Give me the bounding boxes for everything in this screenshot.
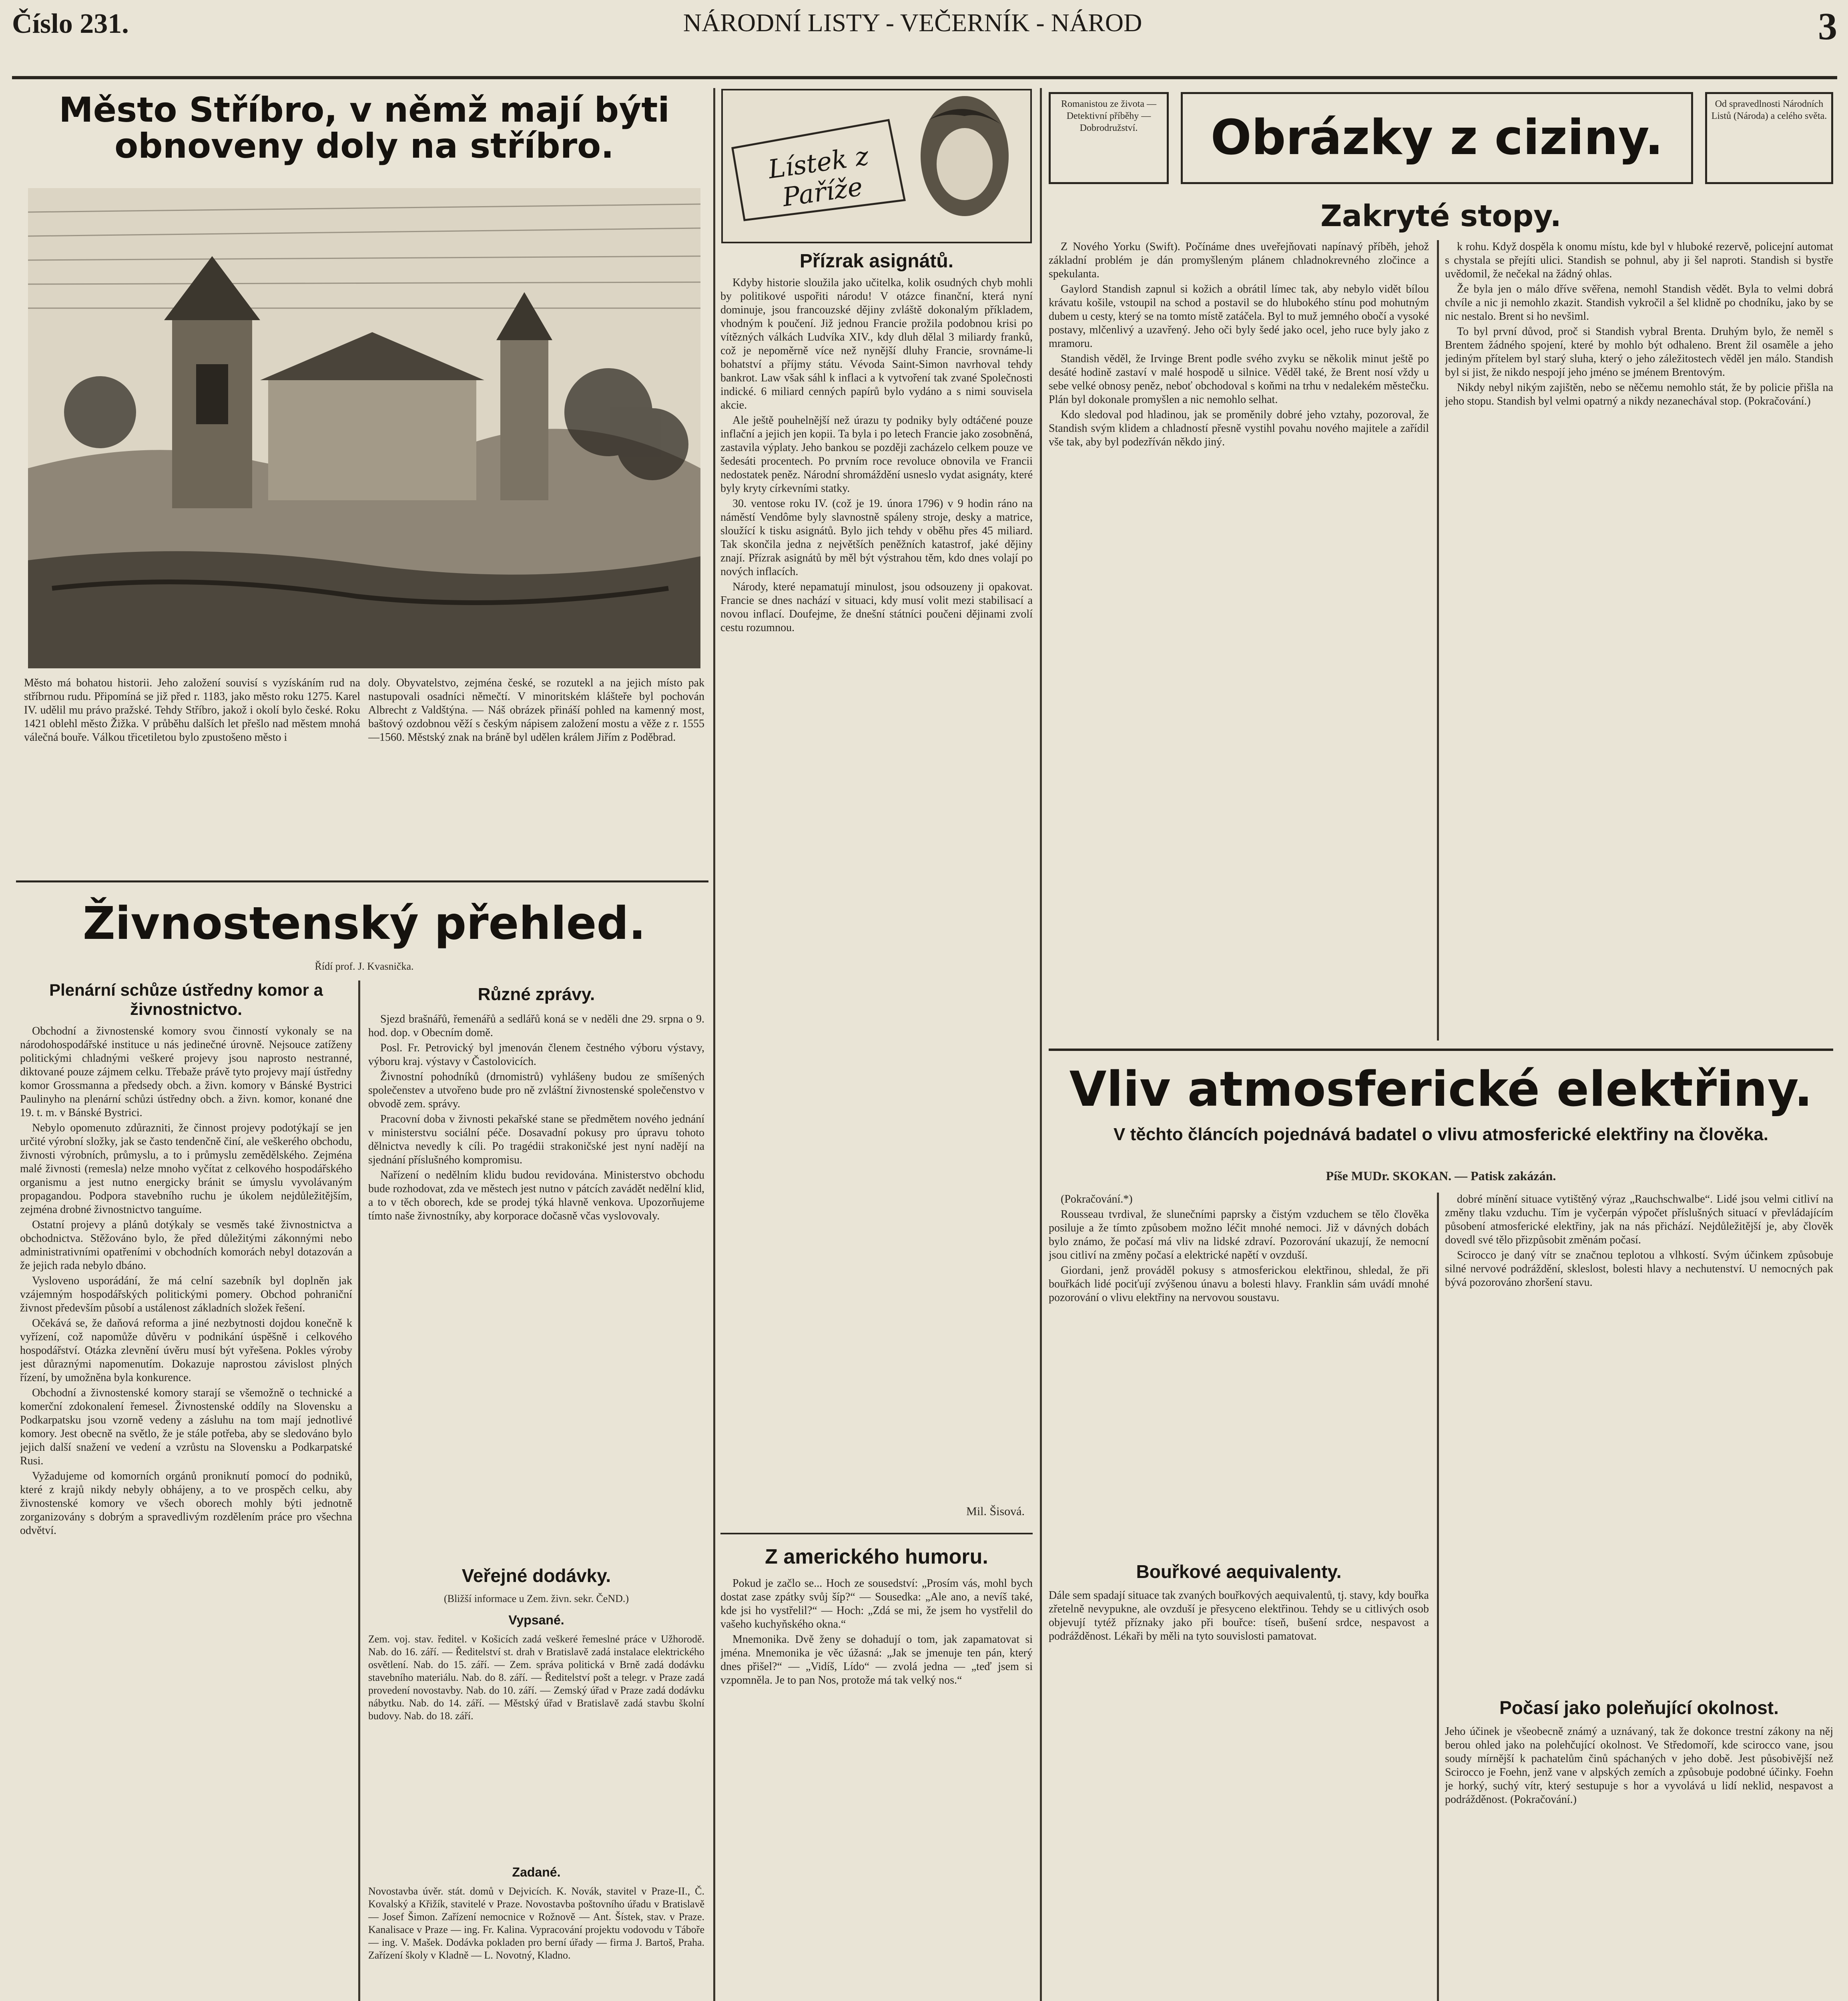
stribro-caption-left: Město má bohatou historii. Jeho založení souvisí s vyzískáním rud na stříbrnou rudu. Připomíná se již před r. 1183, jako město roku 1275. Karel IV. udělil mu právo pražské. Tehdy Stříbro, jakož i okolí bylo české. Roku 1421 oblehl město Žižka. V průběhu dalších let přešlo nad městem mnohá válečná bouře. Válkou třicetiletou bylo zpustošeno město i [24,677,360,744]
paragraph: Vysloveno usporádání, že má celní sazebník byl doplněn jak vzájemným hospodářských politickými pomery. Obchod pohraniční živnost především působí a ustálenost základních složek řešení. [20,1275,352,1314]
obrazky-title: Obrázky z ciziny. [1210,110,1663,166]
paragraph: Sjezd brašnářů, řemenářů a sedlářů koná se v neděli dne 29. srpna o 9. hod. dop. v Obecním domě. [368,1013,704,1039]
paragraph: Giordani, jenž prováděl pokusy s atmosferickou elektřinou, shledal, že při bouřkách lidé pociťují zvýšenou únavu a bolesti hlavy. Franklin sám uvádí mnohé pozorování o vlivu elektřiny na nervovou soustavu. [1049,1264,1429,1304]
column-rule [1437,240,1439,1041]
humor-article [720,1577,1033,2001]
vliv-byline: Píše MUDr. SKOKAN. — Patisk zakázán. [1326,1169,1556,1183]
issue-number: Číslo 231. [12,8,129,39]
obrazky-note-left: Romanistou ze života — Detektivní příběhy — Dobrodružství. [1061,99,1156,133]
komory-article [20,1025,352,2001]
paragraph: Standish věděl, že Irvinge Brent podle svého zvyku se několik minut ještě po desáté hodině zastaví v malé hospodě u silnice. Věděl také, že Brent nosí vždy u sebe velké obnosy peněz, neboť obchodoval s koňmi na trhu v nedalekém městečku. Plán byl dokonale promyšlen a nic nemohlo selhat. [1049,353,1429,406]
stopy-article-left [1049,240,1429,1041]
paragraph: Gaylord Standish zapnul si kožich a obrátil límec tak, aby nebylo vidět bílou krávatu košile, vstoupil na schod a postavil se do hlubokého stínu pod mohutným dubem u cesty, který se na tomto místě zatáčela. Byl to muž jemného obočí a vysoké postavy, mlčenlivý a uzavřený. Jeho oči byly šedé jako ocel, jeho ruce byly jako z mramoru. [1049,283,1429,350]
paris-author: Mil. Šisová. [966,1505,1025,1518]
paragraph: Scirocco je daný vítr se značnou teplotou a vlhkostí. Svým účinkem způsobuje silné nervové podráždění, skleslost, bolesti hlavy a nechutenství. U nemocných pak bývá pozorováno zhoršení stavu. [1445,1249,1833,1289]
paragraph: Ostatní projevy a plánů dotýkaly se vesměs také živnostnictva a obchodnictva. Stěžováno bylo, že před důležitými zákonnými nebo administrativními opatřeními v obchodních komorách nebyl dotazován a že jejich rada nebylo dbáno. [20,1219,352,1272]
paris-heading: Přízrak asignátů. [799,251,954,272]
humor-heading: Z amerického humoru. [765,1545,988,1568]
paragraph: k rohu. Když dospěla k onomu místu, kde byl v hluboké rezervě, policejní automat s chystala se přejíti ulici. Standish se pohnul, aby ji šel naproti. Standish si bystře uvědomil, že nečekal na žádný ohlas. [1445,241,1833,280]
vliv-subtitle: V těchto článcích pojednává badatel o vlivu atmosferické elektřiny na člověka. [1114,1125,1768,1144]
verejne-subheading: (Bližší informace u Zem. živn. sekr. ČeND.) [443,1593,629,1604]
paragraph: Ale ještě pouhelnější než úrazu ty podniky byly odtáčené pouze inflační a jejich jen kopii. Ta byla i po letech Francie jako zosobněná, zastavila výplaty. Jeho bankou se později zacházelo celkem pouze ve šedesáti procentech. Po prvním roce revoluce obnovila ve Francii nedostatek peněz. Národní shromáždění usneslo vydat asignáty, které byly kryty církevními statky. [720,414,1033,495]
pocasi-heading: Počasí jako poleňující okolnost. [1499,1697,1779,1718]
paragraph: Pokud je začlo se... Hoch ze sousedství: „Prosím vás, mohl bych dostat zase zpátky svůj šíp?“ — Sousedka: „Ale ano, a nevíš také, kde jsi ho vystřelil?“ — Hoch: „Zdá se mi, že jsem ho vystřelil do vašeho kuchyňského okna.“ [720,1577,1033,1630]
column-rule [1040,88,1042,2001]
paragraph: Vyžadujeme od komorních orgánů proniknutí pomocí do podniků, které z krajů nikdy nebyly obhájeny, a to ve prospěch celku, aby živnostenské komory ve všech oborech mohly býti jednotně zorganizovány s dobrým a spravedlivým rozdělením práce pro všechna odvětví. [20,1470,352,1537]
column-rule [713,88,715,2001]
column-rule [358,980,360,2001]
paragraph: Nařízení o nedělním klidu budou revidována. Ministerstvo obchodu bude rozhodovat, zda ve městech jest nutno v pátcích zavádět nedělní klid, a to v těch oborech, kde se prodej týká hlavně venkova. Upozorňujeme tímto naše živnostníky, aby korporace dočasně včas vyslovovaly. [368,1169,704,1222]
paragraph: 30. ventose roku IV. (což je 19. února 1796) v 9 hodin ráno na náměstí Vendôme byly slavnostně spáleny stroje, desky a matrice, sloužící k tisku asignátů. Bylo jich tehdy v oběhu přes 45 miliard. Tak skončila jedna z největších peněžních katastrof, jaké dějiny znají. Přízrak asignátů by měl být výstrahou těm, kdo dnes volají po nových inflacích. [720,497,1033,578]
paragraph: To byl první důvod, proč si Standish vybral Brenta. Druhým bylo, že neměl s Brentem žádného spojení, které by mohlo být odhaleno. Brent žil osaměle a jeho jediným přítelem byl starý sluha, který o jeho záležitostech věděl jen málo. Standish byl si jist, že nikdo nespojí jeho jméno se jménem Brentovým. [1445,325,1833,379]
paragraph: Pracovní doba v živnosti pekařské stane se předmětem nového jednání v ministerstvu sociální péče. Dosavadní pokusy pro úpravu tohoto dělnictva nevedly k cíli. Po tragédii strakoničské jest nyní nadějí na sjednání příslušného kompromisu. [368,1113,704,1166]
paragraph: Mnemonika. Dvě ženy se dohadují o tom, jak zapamatovat si jména. Mnemonika je věc úžasná: „Jak se jmenuje ten pán, který dnes přišel?“ — „Vidíš, Lído“ — zvolá jedna — „teď jsem si vzpomněla. Je to pan Nos, protože má tak velký nos.“ [720,1633,1033,1686]
paragraph: Živnostní pohodníků (drnomistrů) vyhlášeny budou ze smíšených společenstev a utvořeno bude pro ně zvláštní živnostenské společenstvo v obvodě zem. správy. [368,1071,704,1110]
vypsane-text: Zem. voj. stav. ředitel. v Košicích zadá veškeré řemeslné práce v Užhorodě. Nab. do 16. září. — Ředitelství st. drah v Bratislavě zadá instalace elektrického osvětlení. Nab. do 15. září. — Zem. správa politická v Brně zadá dodávku stavebního materiálu. Nab. do 8. září. — Ředitelství pošt a telegr. v Praze zadá provedení novostavby. Nab. do 10. září. — Zemský úřad v Praze zadá dodávku nábytku. Nab. do 14. září. — Městský úřad v Bratislavě zadá stavbu školní budovy. Nab. do 18. září. [368,1633,704,1722]
paris-badge-label: Lístek z Paříže [766,141,871,213]
obrazky-note-right: Od spravedlnosti Národních Listů (Národa) a celého světa. [1711,99,1827,121]
komory-heading: Plenární schůze ústředny komor a živnostnictvo. [49,980,323,1019]
verejne-heading: Veřejné dodávky. [461,1565,611,1586]
zivnost-editor: Řídí prof. J. Kvasnička. [315,960,414,972]
paragraph: dobré mínění situace vytištěný výraz „Rauchschwalbe“. Lidé jsou velmi citliví na změny tlaku vzduchu. Tím je vyčerpán výpočet příslušných situací v převládajícím působení atmosferické elektřiny, jak na nás přichází. Nejdůležitější je, aby člověk dovedl své tělo přizpůsobit změnám počasí. [1445,1193,1833,1246]
paragraph: Obchodní a živnostenské komory starají se všemožně o technické a komerční zdokonalení řemesel. Živnostenské oddíly na Slovensku a Podkarpatsku jsou vzorně vedeny a zásluhu na tom mají jednotlivé komory. Jest obecně na světlo, že je stále potřeba, aby se sledováno bylo jejich další snažení ve vedení a vzrůstu na Slovensku a Podkarpatské Rusi. [20,1387,352,1467]
column-rule [1437,1193,1439,2001]
paris-badge [720,88,1033,244]
page-number: 3 [1818,5,1837,48]
obrazky-note-left-box [1049,92,1169,184]
paragraph: Obchodní a živnostenské komory svou činností vykonaly se na národohospodářské instituce u nás jedinečné úrovně. Nejsouce zatíženy politickými chladnými veškeré projevy jsou naprosto nestranné, diktované pouze zájmem celku. Třebaže právě tyto projevy mají ústředny komor Grossmanna a předsedy obch. a živn. komory v Bánské Bystrici Paulinyho na plenární schůzi ústředny obch. a živn. komor, konané dne 19. t. m. v Bánské Bystrici. [20,1025,352,1119]
paragraph: Nebylo opomenuto zdůrazniti, že činnost projevy podotýkají se jen určité výrobní složky, jak se často tendenčně činí, ale veškerého obchodu, živnosti výrobních, průmyslu, a to i průmyslu zemědělského. Zejména malé živnosti (remesla) nelze mnoho vyčítat z celkového hospodářského organismu a jest nutno energicky bránit se úmyslu vyvolávaným propagandou. Podpora stavebního ruchu je úkolem nejdůležitějším, zejména drobné živnostnictvo tanguíme. [20,1122,352,1216]
pocasi-text: Jeho účinek je všeobecně známý a uznávaný, tak že dokonce trestní zákony na něj berou ohled jako na polehčující okolnost. Ve Středomoří, kde scirocco vane, jsou soudy mírnější k pachatelům činů spáchaných v jeho době. Jest působivější než Scirocco je Foehn, jenž vane v alpských zemích a způsobuje podobné účinky. Foehn je horký, suchý vítr, který sestupuje s hor a vyvolává u lidí neklid, nespavost a podrážděnost. (Pokračování.) [1445,1725,1833,1806]
obrazky-note-right-box [1705,92,1833,184]
vypsane-heading: Vypsané. [508,1613,564,1627]
paragraph: Rousseau tvrdival, že slunečními paprsky a čistým vzduchem se tělo člověka posiluje a že tímto způsobem možno léčit mnohé nemoci. Již v dávných dobách bylo známo, že počasí má vliv na lidské zdraví. Pozorování ukazují, že nemocní jsou citliví na změny počasí a elektrické napětí v ovzduší. [1049,1208,1429,1261]
paragraph: Kdo sledoval pod hladinou, jak se proměnily dobré jeho vztahy, pozoroval, že Standish svým klidem a chladností přesně vystihl povahu nového majitele a zařídil vše tak, aby byl podezříván někdo jiný. [1049,409,1429,448]
paragraph: Kdyby historie sloužila jako učitelka, kolik osudných chyb mohli by politikové uspořiti národu! V otázce finanční, která nyní dominuje, jsou francouzské dějiny zvláště dokonalým příkladem, vhodným k poučení. Již jednou Francie prožila podobnou krisi po vítězných válkách Ludvíka XIV., kdy dluh dělal 3 miliardy franků, což je nepoměrně více než nynější dluhy Francie, srovnáme-li bohatství a příjmy státu. Vévoda Saint-Simon navrhoval tehdy bankrot. Law však sáhl k inflaci a k vytvoření tak zvané Společnosti indické. 6 miliard cenných papírů bylo vydáno a s nimi souvisela akcie. [720,277,1033,411]
bourka-text: Dále sem spadají situace tak zvaných bouřkových aequivalentů, tj. stavy, kdy bouřka zřetelně nevypukne, ale ovzduší je přesyceno elektřinou. Tehdy se u citlivých osob objevují tytéž příznaky jako při bouřce: tíseň, bušení srdce, nespavost a podrážděnost. Lékaři by měli na tyto souvislosti pamatovat. [1049,1589,1429,1642]
stopy-article-right [1445,240,1833,1041]
paragraph: (Pokračování.*) [1061,1193,1133,1205]
paragraph: Z Nového Yorku (Swift). Počínáme dnes uveřejňovati napínavý příběh, jehož základní problém je dán promyšleným plánem chladnokrevného zločince a spekulanta. [1049,241,1429,280]
running-head [12,0,1837,79]
paragraph: Očekává se, že daňová reforma a jiné nezbytnosti dojdou konečně k vyřízení, což napomůže důvěru v podnikání úspěšně i celkového hospodářství. Otázka zlevnění úvěru musí být vyřešena. Pokles výroby jest důraznými napomenutím. Dokazuje naprostou závislost plných řízení, by umožněna byla konkurence. [20,1317,352,1384]
masthead: NÁRODNÍ LISTY - VEČERNÍK - NÁROD [683,8,1142,37]
paragraph: Nikdy nebyl nikým zajištěn, nebo se něčemu nemohlo stát, že by policie přišla na jeho stopu. Standish byl velmi opatrný a nikdy nezanechával stop. (Pokračování.) [1445,381,1833,407]
stribro-caption-right: doly. Obyvatelstvo, zejména české, se rozutekl a na jejich místo pak nastupovali osadníci němečtí. V minoritském klášteře byl pochován Albrecht z Valdštýna. — Náš obrázek přináší pohled na kamenný most, baštový ozdobnou věží s českým nápisem založení mostu a věže z r. 1555—1560. Městský znak na bráně byl udělen králem Jiřím z Poděbrad. [368,677,704,744]
ruzne-article [368,1013,704,1557]
bourka-heading: Bouřkové aequivalenty. [1136,1561,1342,1582]
ruzne-heading: Různé zprávy. [478,984,595,1004]
divider [16,880,708,882]
zadane-text: Novostavba úvěr. stát. domů v Dejvicích. K. Novák, stavitel v Praze-II., Č. Kovalský a Křižík, stavitelé v Praze. Novostavba poštovního úřadu v Bratislavě — Josef Šimon. Zařízení nemocnice v Rožnově — Ant. Šístek, stav. v Praze. Kanalisace v Praze — ing. Fr. Kalina. Vypracování projektu vodovodu v Táboře — ing. V. Mašek. Dodávka pokladen pro berní úřady — firma J. Bartoš, Praha. Zařízení školy v Kladně — L. Novotný, Kladno. [368,1885,704,1961]
zadane-heading: Zadané. [512,1865,561,1879]
stribro-title: Město Stříbro, v němž mají býti obnoveny doly na stříbro. [59,90,670,166]
divider [720,1533,1033,1534]
paragraph: Že byla jen o málo dříve svěřena, nemohl Standish vědět. Byla to velmi dobrá chvíle a nic ji nemohlo zkazit. Standish vykročil a šel klidně po chodníku, jako by se nic nestalo. Brent si ho nevšiml. [1445,283,1833,323]
vliv-article-left [1049,1193,1429,1553]
zivnost-title: Živnostenský přehled. [82,898,646,950]
stribro-photo [28,188,700,668]
stopy-heading: Zakryté stopy. [1320,199,1561,233]
obrazky-title-box [1181,92,1693,184]
vliv-article-right [1445,1193,1833,1689]
paragraph: Posl. Fr. Petrovický byl jmenován členem čestného výboru výstavy, výboru kraj. výstavy v Častolovicích. [368,1042,704,1068]
divider [1049,1049,1833,1051]
paris-article [720,276,1033,1501]
vliv-title: Vliv atmosferické elektřiny. [1069,1062,1813,1117]
paragraph: Národy, které nepamatují minulost, jsou odsouzeny ji opakovat. Francie se dnes nachází v situaci, kdy musí volit mezi stabilisací a novou inflací. Doufejme, že dnešní státníci poučeni dějinami zvolí cestu rozumnou. [720,581,1033,634]
